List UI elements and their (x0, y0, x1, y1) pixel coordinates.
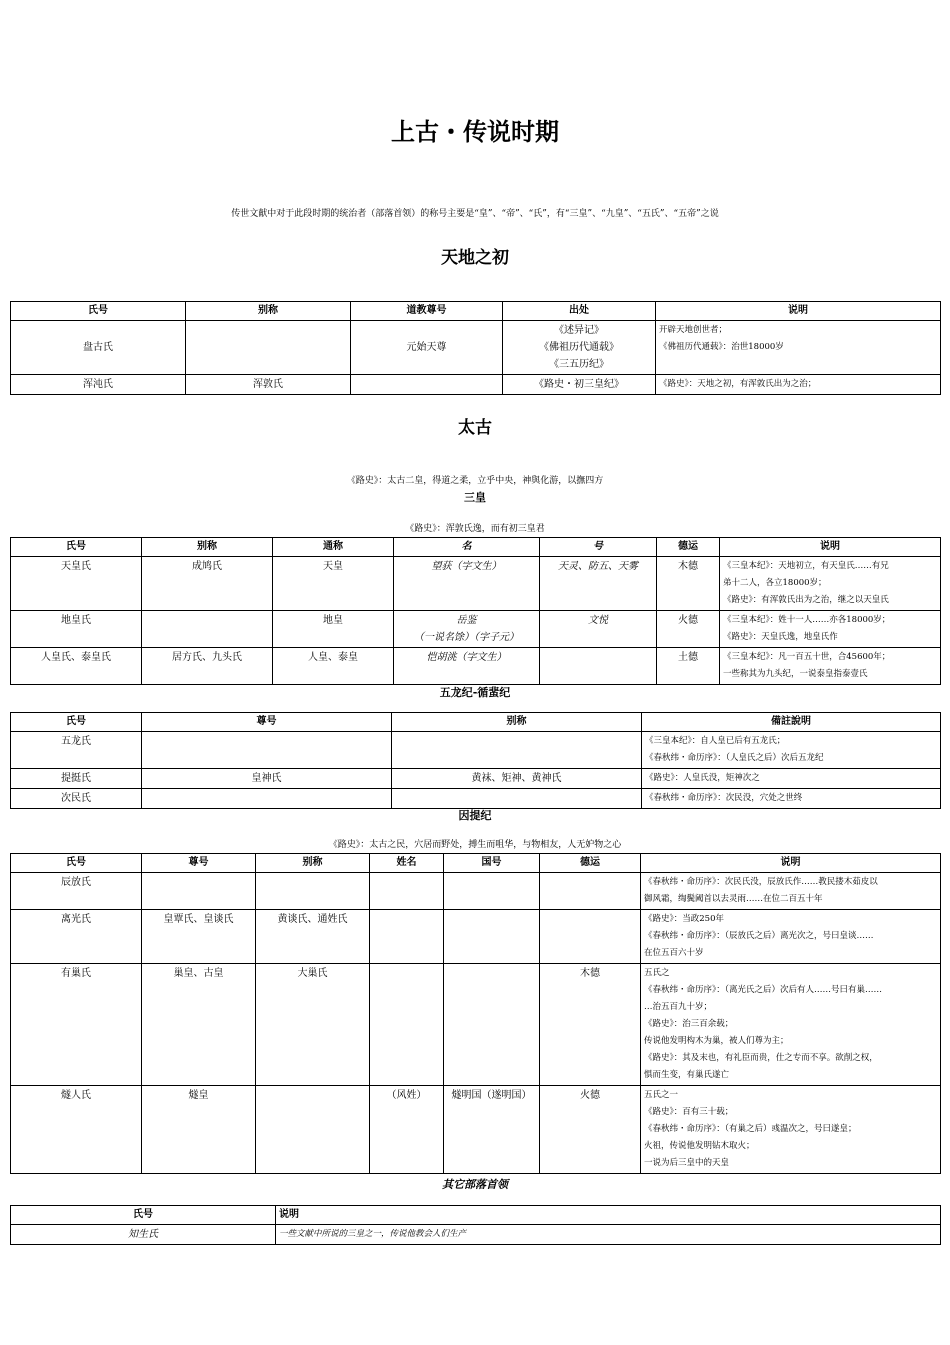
header-cell: 姓名 (370, 854, 444, 873)
subsection-title-sanhuang: 三皇 (464, 491, 486, 504)
cell-zun: 巢皇、古皇 (142, 964, 256, 1086)
table-wulong (10, 712, 941, 809)
source-line: 《路史・初三皇纪》 (534, 379, 624, 390)
subsection-title-wulong: 五龙纪-循蜚纪 (439, 686, 511, 699)
cell-note (642, 789, 941, 809)
cell-name: 燧人氏 (11, 1086, 142, 1174)
cell-note (720, 557, 941, 611)
note-line: 《春秋纬・命历序》：次民氏没，辰放氏作……教民搂木茹皮以 (644, 877, 878, 887)
subsection-title-others: 其它部落首领 (442, 1178, 508, 1191)
table-tiandi (10, 301, 941, 395)
cell-xingming (370, 910, 444, 964)
cell-zun: 皇覃氏、皇谈氏 (142, 910, 256, 964)
note-line: 传说他发明构木为巢，被人们尊为主； (644, 1036, 789, 1046)
cell-name: 辰放氏 (11, 873, 142, 910)
cell-name: 天皇氏 (11, 557, 142, 611)
note-line: 《路史》：治三百余载； (644, 1019, 734, 1029)
table-sanhuang (10, 537, 941, 685)
cell-de: 土德 (657, 648, 720, 685)
ming-line: （一说名馀）（字子元） (414, 632, 519, 643)
header-cell: 说明 (276, 1206, 941, 1225)
intro-text: 传世文献中对于此段时期的统治者（部落首领）的称号主要是“皇”、“帝”、“氏”，有“三皇”、“九皇”、“五氏”、“五帝”之说 (231, 209, 719, 219)
header-cell: 别称 (142, 538, 273, 557)
cell-alias: 浑敦氏 (186, 375, 351, 395)
note-line: 《路史》：百有三十载； (644, 1107, 734, 1117)
cell-name: 五龙氏 (11, 732, 142, 769)
table-header-row (11, 1206, 941, 1225)
note-line: 五氏之 (644, 968, 670, 978)
table-header-row (11, 713, 941, 732)
cell-ming (394, 557, 540, 611)
table-row (11, 732, 941, 769)
cell-name: 盘古氏 (11, 321, 186, 375)
cell-name: 人皇氏、泰皇氏 (11, 648, 142, 685)
note-line: 《春秋纬・命历序》：（离光氏之后）次后有人……号曰有巢…… (644, 985, 883, 995)
note-line: 《三皇本纪》：自人皇已后有五龙氏； (645, 736, 786, 746)
cell-alias (256, 1086, 370, 1174)
cell-alias: 居方氏、九头氏 (142, 648, 273, 685)
cell-guohao: 燧明国（遂明国） (444, 1086, 540, 1174)
cell-note (720, 648, 941, 685)
source-line: 《述异记》 (554, 325, 604, 336)
header-cell: 说明 (720, 538, 941, 557)
cell-note (656, 321, 941, 375)
note-line: 《三皇本纪》：姓十一人……亦各18000岁； (723, 615, 891, 625)
ming-line: 岳鉴 (456, 615, 477, 626)
table-row (11, 611, 941, 648)
cell-alias: 黄袜、矩神、黄神氏 (392, 769, 642, 789)
note-line: 《春秋纬・命历序》：次民没，穴处之世终 (645, 793, 803, 803)
header-cell: 氏号 (11, 1206, 276, 1225)
note-line: 《路史》：其及末也，有礼臣而贵，仕之专而不享。欲削之权， (644, 1053, 878, 1063)
cell-zun (142, 873, 256, 910)
yinti-quote: 《路史》：太古之民，穴居而野处，搏生而咀华，与物相友，人无妒物之心 (328, 840, 622, 850)
cell-alias (186, 321, 351, 375)
cell-common: 天皇 (273, 557, 394, 611)
taigu-quote: 《路史》：太古二皇，得道之柔，立乎中央，神與化游，以撫四方 (346, 476, 604, 486)
table-row (11, 375, 941, 395)
cell-ming (394, 611, 540, 648)
header-cell: 别称 (392, 713, 642, 732)
note-line: 《佛祖历代通载》：治世18000岁 (659, 342, 784, 352)
cell-alias: 成鸠氏 (142, 557, 273, 611)
table-header-row (11, 538, 941, 557)
header-cell: 備註說明 (642, 713, 941, 732)
cell-alias: 黄谈氏、通姓氏 (256, 910, 370, 964)
table-row (11, 910, 941, 964)
note-line: 五氏之一 (644, 1090, 679, 1100)
cell-alias (392, 732, 642, 769)
note-line: 开辟天地创世者； (659, 325, 728, 335)
header-cell: 别称 (256, 854, 370, 873)
table-row (11, 964, 941, 1086)
header-cell: 说明 (641, 854, 941, 873)
note-line: 惧而生变，有巢氏遂亡 (644, 1070, 730, 1080)
cell-zun (142, 732, 392, 769)
note-line: 《路史》：当政250年 (644, 914, 724, 924)
ming-line: 恺胡洮（字文生） (426, 652, 507, 663)
cell-alias (256, 873, 370, 910)
cell-zun: 燧皇 (142, 1086, 256, 1174)
cell-hao: 文悦 (540, 611, 657, 648)
table-row (11, 557, 941, 611)
note-line: 《路史》：天皇氏逸，地皇氏作 (723, 632, 838, 642)
cell-alias: 大巢氏 (256, 964, 370, 1086)
table-row (11, 1086, 941, 1174)
cell-zun: 皇神氏 (142, 769, 392, 789)
header-cell: 氏号 (11, 854, 142, 873)
cell-source (503, 321, 656, 375)
header-cell: 德运 (657, 538, 720, 557)
cell-xingming (370, 964, 444, 1086)
cell-alias (142, 611, 273, 648)
source-line: 《佛祖历代通载》 (539, 342, 619, 353)
cell-de (540, 910, 641, 964)
header-cell: 氏号 (11, 302, 186, 321)
cell-common: 人皇、泰皇 (273, 648, 394, 685)
note-line: 《路史》：天地之初，有浑敦氏出为之治； (659, 379, 817, 389)
header-cell: 德运 (540, 854, 641, 873)
cell-name: 提挺氏 (11, 769, 142, 789)
cell-taoist: 元始天尊 (351, 321, 503, 375)
header-cell: 氏号 (11, 538, 142, 557)
table-row (11, 648, 941, 685)
cell-note (720, 611, 941, 648)
cell-ming (394, 648, 540, 685)
table-row (11, 873, 941, 910)
page-title: 上古・传说时期 (391, 118, 559, 146)
cell-de (540, 873, 641, 910)
table-row (11, 1225, 941, 1245)
note-line: 一说为后三皇中的天皇 (644, 1158, 730, 1168)
header-cell: 出处 (503, 302, 656, 321)
note-line: 《春秋纬・命历序》：（有巢之后）彧温次之，号曰遂皇； (644, 1124, 857, 1134)
header-cell: 别称 (186, 302, 351, 321)
note-line: 《春秋纬・命历序》：（辰放氏之后）离光次之，号曰皇谈…… (644, 931, 874, 941)
header-cell: 国号 (444, 854, 540, 873)
cell-hao (540, 648, 657, 685)
cell-note: 一些文献中所说的三皇之一，传说他教会人们生产 (276, 1225, 941, 1245)
note-line: 御风霜，绹鬓阈首以去灵雨……在位二百五十年 (644, 894, 823, 904)
sanhuang-quote: 《路史》：浑敦氏逸，而有初三皇君 (405, 524, 545, 534)
cell-note (641, 910, 941, 964)
cell-name: 次民氏 (11, 789, 142, 809)
cell-note (641, 1086, 941, 1174)
cell-name: 知生氏 (11, 1225, 276, 1245)
cell-xingming (370, 873, 444, 910)
note-line: …治五百九十岁； (644, 1002, 713, 1012)
cell-note (656, 375, 941, 395)
note-line: 《三皇本纪》：凡一百五十世，合45600年； (723, 652, 891, 662)
table-header-row (11, 854, 941, 873)
note-line: 一些称其为九头纪，一说泰皇指泰壹氏 (723, 669, 868, 679)
header-cell: 尊号 (142, 713, 392, 732)
source-line: 《三五历纪》 (549, 359, 609, 370)
cell-name: 地皇氏 (11, 611, 142, 648)
note-line: 在位五百六十岁 (644, 948, 704, 958)
cell-hao: 天灵、防五、天雾 (540, 557, 657, 611)
table-row (11, 789, 941, 809)
header-cell: 道教尊号 (351, 302, 503, 321)
header-cell: 氏号 (11, 713, 142, 732)
note-line: 弟十二人，各立18000岁； (723, 578, 827, 588)
header-cell: 说明 (656, 302, 941, 321)
header-cell: 通称 (273, 538, 394, 557)
section-title-taigu: 太古 (458, 418, 492, 438)
subsection-title-yinti: 因提纪 (458, 809, 492, 822)
section-title-tiandi: 天地之初 (441, 248, 509, 268)
table-row (11, 321, 941, 375)
note-line: 火祖，传说他发明钻木取火； (644, 1141, 755, 1151)
cell-taoist (351, 375, 503, 395)
table-header-row (11, 302, 941, 321)
cell-name: 离光氏 (11, 910, 142, 964)
table-others (10, 1205, 941, 1245)
cell-de: 火德 (540, 1086, 641, 1174)
cell-de: 木德 (657, 557, 720, 611)
cell-note (642, 732, 941, 769)
note-line: 《春秋纬・命历序》：（人皇氏之后）次后五龙纪 (645, 753, 824, 763)
cell-xingming: （风姓） (370, 1086, 444, 1174)
cell-note (641, 873, 941, 910)
cell-source (503, 375, 656, 395)
header-cell: 尊号 (142, 854, 256, 873)
cell-guohao (444, 910, 540, 964)
note-line: 《路史》：有浑敦氏出为之治，继之以天皇氏 (723, 595, 889, 605)
table-yinti (10, 853, 941, 1174)
cell-de: 木德 (540, 964, 641, 1086)
header-cell: 名 (394, 538, 540, 557)
cell-note (642, 769, 941, 789)
note-line: 《三皇本纪》：天地初立，有天皇氏……有兄 (723, 561, 889, 571)
header-cell: 号 (540, 538, 657, 557)
cell-name: 浑沌氏 (11, 375, 186, 395)
cell-note (641, 964, 941, 1086)
cell-alias (392, 789, 642, 809)
cell-zun (142, 789, 392, 809)
cell-name: 有巢氏 (11, 964, 142, 1086)
table-row (11, 769, 941, 789)
note-line: 《路史》：人皇氏没，矩神次之 (645, 773, 760, 783)
ming-line: 望获（字文生） (431, 561, 502, 572)
cell-de: 火德 (657, 611, 720, 648)
cell-guohao (444, 964, 540, 1086)
cell-guohao (444, 873, 540, 910)
cell-common: 地皇 (273, 611, 394, 648)
